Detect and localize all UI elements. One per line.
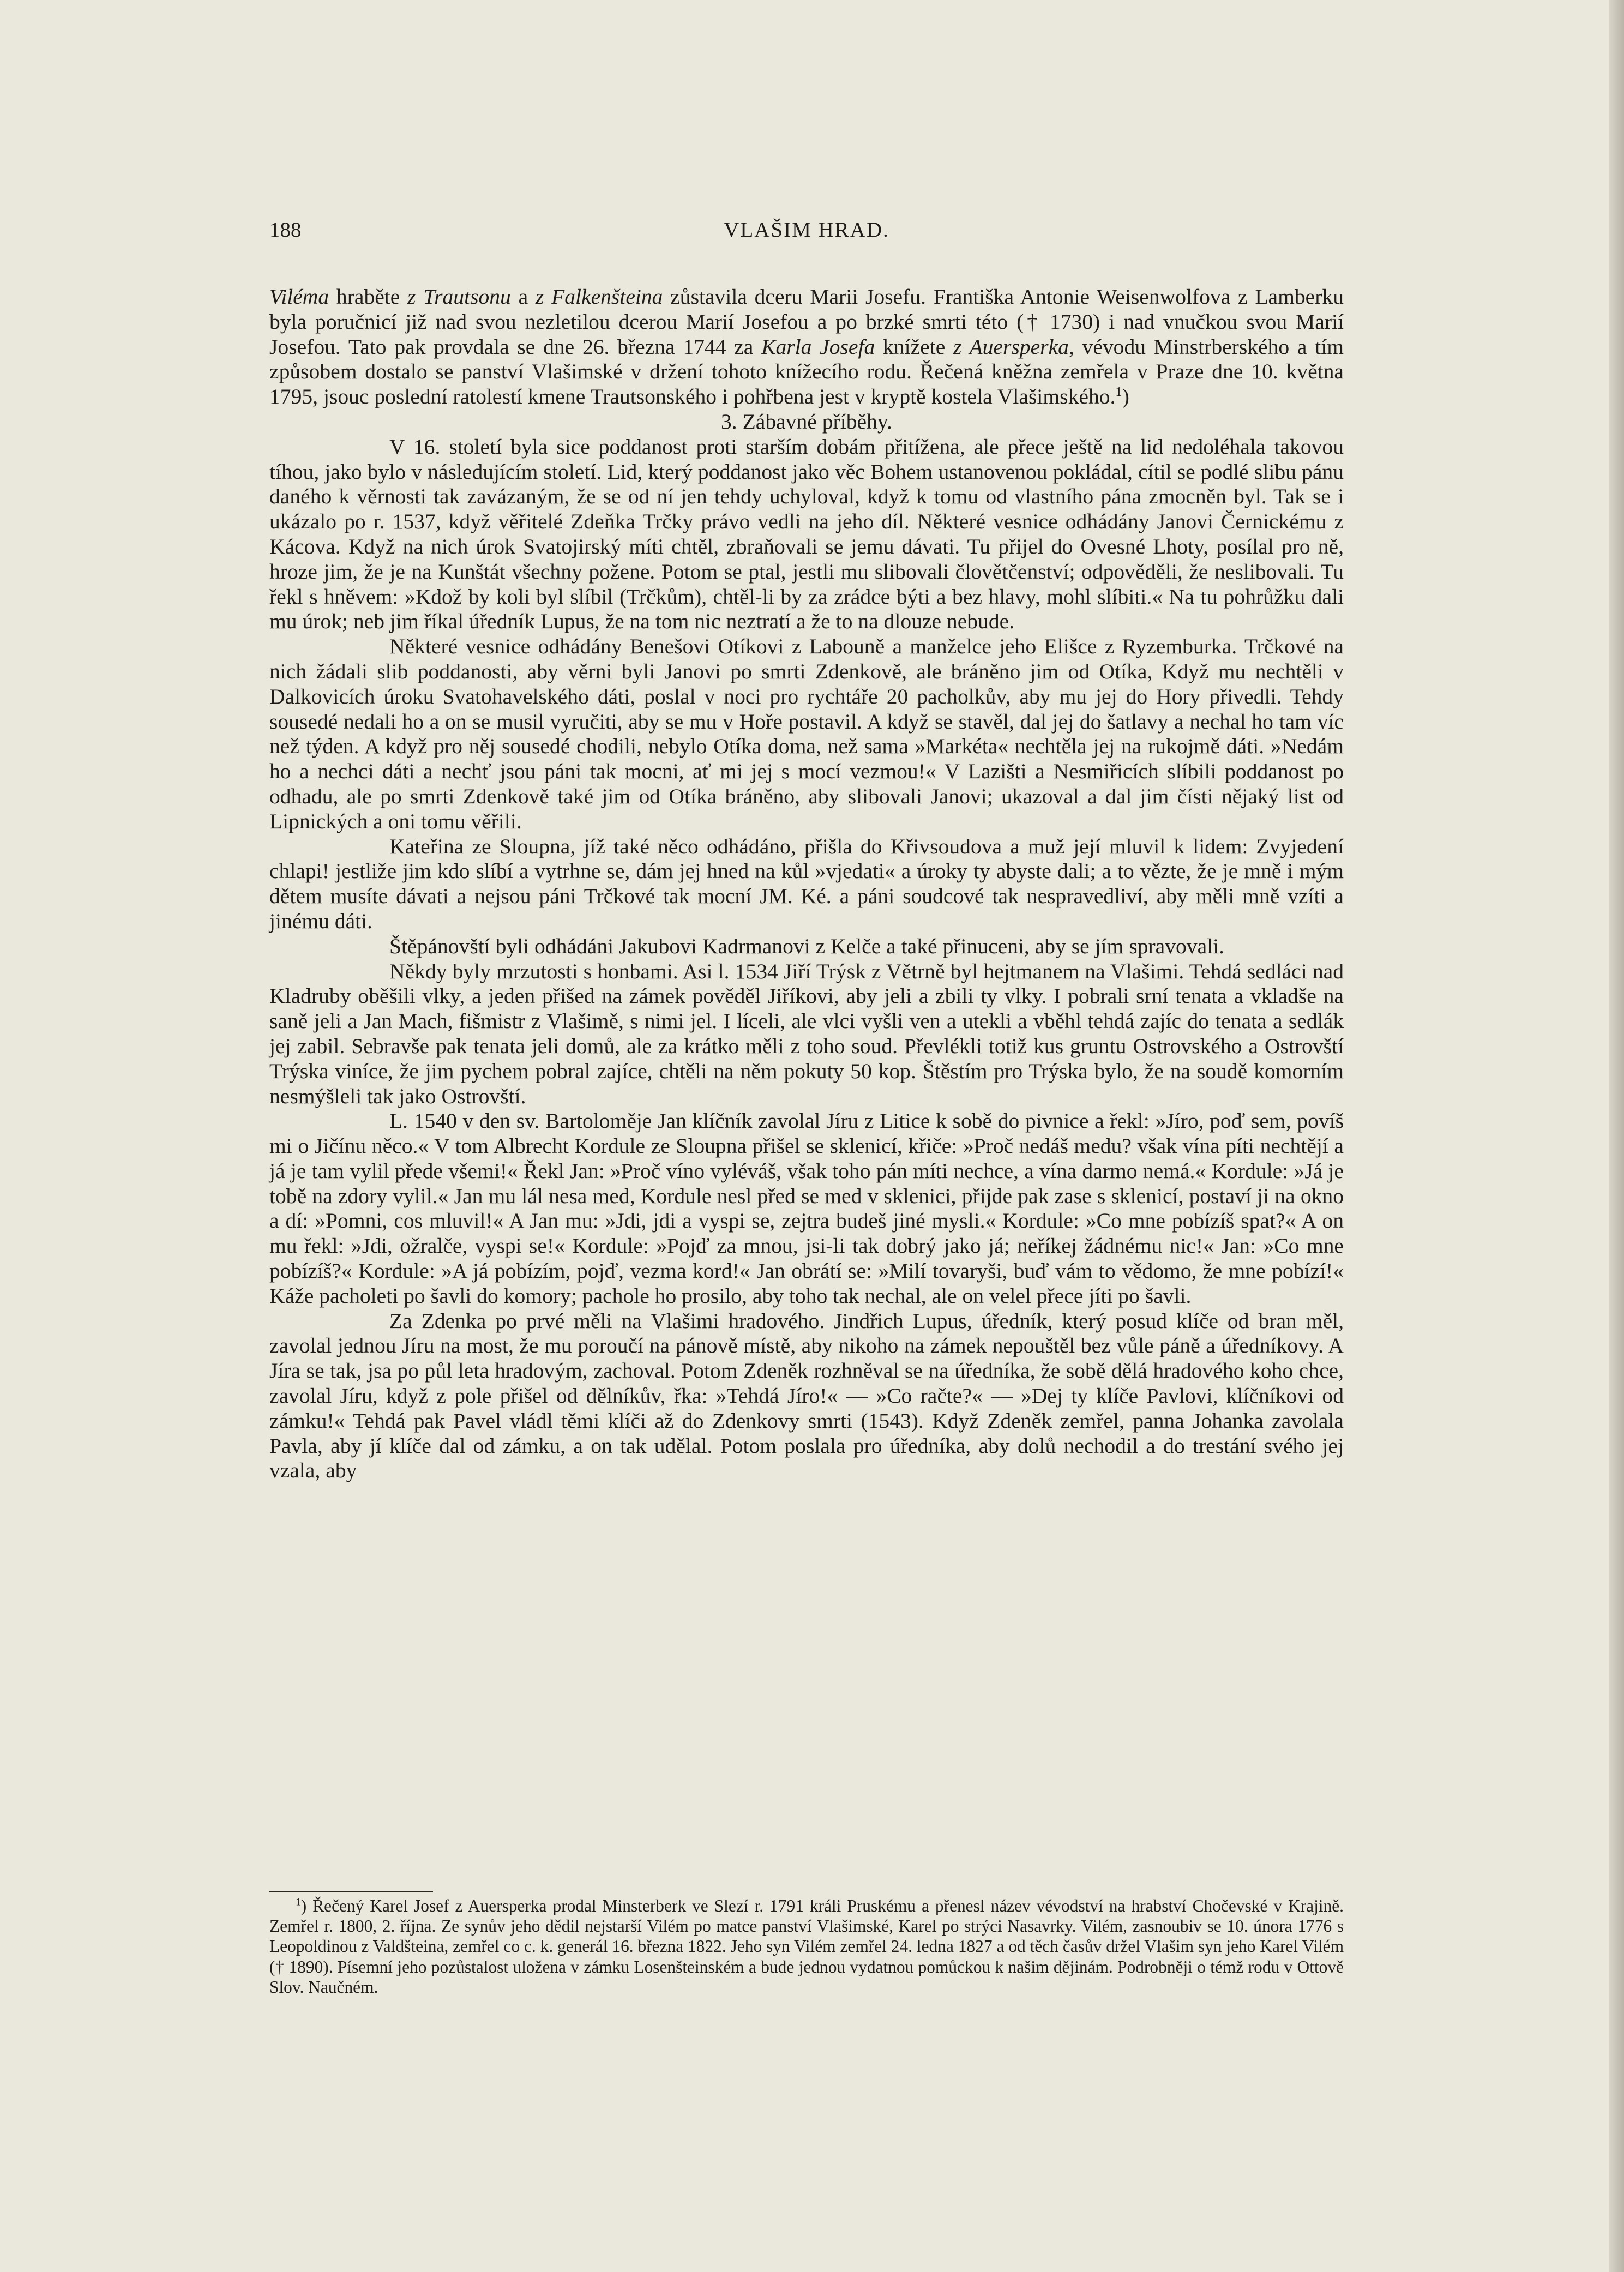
paragraph-1 xyxy=(269,285,1344,410)
footnote-text: ) Řečený Karel Josef z Auersperka prodal Minsterberk ve Slezí r. 1791 králi Pruskému a přenesl název vévodství na hrabství Chočevské v Krajině. Zemřel r. 1800, 2. října. Ze synův jeho dědil nejstarší Vilém po matce panství Vlašimské, Karel po strýci Nasavrky. Vilém, zasnoubiv se 10. února 1776 s Leopoldinou z Valdšteina, zemřel co c. k. generál 16. března 1822. Jeho syn Vilém zemřel 24. ledna 1827 a od těch časův držel Vlašim syn jeho Karel Vilém († 1890). Písemní jeho pozůstalost uložena v zámku Losenšteinském a bude jednou vydatnou pomůckou k našim dějinám. Podrobněji o témž rodu v Ottově Slov. Naučném. xyxy=(269,1896,1344,1997)
footnote xyxy=(269,1896,1344,1997)
running-title: VLAŠIM HRAD. xyxy=(724,218,889,242)
name-italic: z Trautsonu xyxy=(407,285,511,309)
paragraph-5: Štěpánovští byli odhádáni Jakubovi Kadrmanovi z Kelče a také přinuceni, aby se jím spravovali. xyxy=(389,934,1225,958)
footnote-marker: 1 xyxy=(296,1896,301,1908)
paragraph-3: Některé vesnice odhádány Benešovi Otíkovi z Labouně a manželce jeho Elišce z Ryzemburka. Trčkové na nich žádali slib poddanosti, aby věrni byli Janovi po smrti Zdenkově, ale bráněno jim od Otíka, Když mu nechtěli v Dalkovicích úroku Svatohavelského dáti, poslal v noci pro rychtáře 20 pacholkův, aby mu jej do Hory přivedli. Tehdy sousedé nedali ho a on se musil vyručiti, aby se mu v Hoře postavil. A když se stavěl, dal jej do šatlavy a nechal ho tam víc než týden. A když pro něj sousedé chodili, nebylo Otíka doma, než sama »Markéta« nechtěla jej na rukojmě dáti. »Nedám ho a nechci dáti a nechť jsou páni tak mocni, ať mi jej s mocí vezmou!« V Lazišti a Nesmiřicích slíbili poddanost po odhadu, ale po smrti Zdenkově také jim od Otíka bráněno, aby slibovali Janovi; ukazoval a dal jim čísti nějaký list od Lipnických a oni tomu věřili. xyxy=(269,634,1344,833)
main-text xyxy=(269,285,1344,1483)
paragraph-7: L. 1540 v den sv. Bartoloměje Jan klíčník zavolal Jíru z Litice k sobě do pivnice a řekl: »Jíro, poď sem, povíš mi o Jičínu něco.« V tom Albrecht Kordule ze Sloupna přišel se sklenicí, křiče: »Proč nedáš medu? však vína píti nechtějí a já je tam vylil přede všemi!« Řekl Jan: »Proč víno vyléváš, však toho pán míti nechce, a vína darmo nemá.« Kordule: »Já je tobě na zdory vylil.« Jan mu lál nesa med, Kordule nesl před se med v sklenici, přijde pak zase s sklenicí, postaví ji na okno a dí: »Pomni, cos mluvil!« A Jan mu: »Jdi, jdi a vyspi se, zejtra budeš jiné mysli.« Kordule: »Co mne pobízíš spat?« A on mu řekl: »Jdi, ožralče, vyspi se!« Kordule: »Pojď za mnou, jsi-li tak dobrý jako já; neříkej žádnému nic!« Jan: »Co mne pobízíš?« Kordule: »A já pobízím, pojď, vezma kord!« Jan obrátí se: »Milí tovaryši, buď vám to vědomo, že mne pobízí!« Káže pacholeti po šavli do komory; pachole ho prosilo, aby toho tak nechal, ale on velel přece jíti po šavli. xyxy=(269,1109,1344,1308)
page-edge-shadow xyxy=(1609,0,1624,2272)
paragraph-2: V 16. století byla sice poddanost proti starším dobám přitížena, ale přece ještě na lid nedoléhala takovou tíhou, jako bylo v následujícím století. Lid, který poddanost jako věc Bohem ustanovenou pokládal, cítil se podlé slibu pánu daného k věrnosti tak zavázaným, že se od ní jen tehdy uchyloval, když k tomu od vlastního pána zmocněn byl. Tak se i ukázalo po r. 1537, když věřitelé Zdeňka Trčky právo vedli na jeho díl. Některé vesnice odhádány Janovi Černickému z Kácova. Když na nich úrok Svatojirský míti chtěl, zbraňovali se jemu dávati. Tu přijel do Ovesné Lhoty, posílal pro ně, hroze jim, že je na Kunštát všechny požene. Potom se ptal, jestli mu slibovali človětčenství; odpověděli, že neslibovali. Tu řekl s hněvem: »Kdož by koli byl slíbil (Trčkům), chtěl-li by za zrádce býti a bez hlavy, mohl slíbiti.« Na tu pohrůžku dali mu úrok; neb jim říkal úředník Lupus, že na tom nic neztratí a že to na dlouze nebude. xyxy=(269,434,1344,634)
text-run: knížete xyxy=(875,334,954,359)
name-italic: z Falkenšteina xyxy=(535,285,663,309)
page-header xyxy=(269,214,1344,252)
section-heading: 3. Zábavné příběhy. xyxy=(721,409,892,434)
text-run: , vévodu Minstrberského a tím způsobem dostalo se panství Vlašimské v držení tohoto knížecího rodu. Řečená kněžna zemřela v Praze dne 10. května 1795, jsouc poslední ratolestí kmene Trautsonského i pohřbena jest v kryptě kostela Vlašimského. xyxy=(269,334,1344,409)
page-number: 188 xyxy=(269,218,302,242)
text-run: ) xyxy=(1122,384,1129,409)
text-run: a xyxy=(510,285,536,309)
text-run: zůstavila dceru Marii Josefu. Františka Antonie Weisenwolfova z Lamberku byla poručnicí již nad svou nezletilou dcerou Marií Josefou a po brzké smrti této († 1730) i nad vnučkou svou Marií Josefou. Tato pak provdala se dne 26. března 1744 za xyxy=(269,285,1344,359)
paragraph-6: Někdy byly mrzutosti s honbami. Asi l. 1534 Jiří Trýsk z Větrně byl hejtmanem na Vlašimi. Tehdá sedláci nad Kladruby oběšili vlky, a jeden přišed na zámek pověděl Jiříkovi, aby jeli a zbili ty vlky. I pobrali srní tenata a vkladše na saně jeli a Jan Mach, fišmistr z Vlašimě, s nimi jel. I líceli, ale vlci vyšli ven a utekli a vběhl tehdá zajíc do tenata a sedlák jej zabil. Sebravše pak tenata jeli domů, ale za krátko měli z toho soud. Převlékli totiž kus gruntu Ostrovského a Ostrovští Trýska viníce, že jim pychem pobral zajíce, chtěli na něm pokuty 50 kop. Štěstím pro Trýska bylo, že na soudě komorním nesmýšleli tak jako Ostrovští. xyxy=(269,959,1344,1108)
paragraph-8: Za Zdenka po prvé měli na Vlašimi hradového. Jindřich Lupus, úředník, který posud klíče od bran měl, zavolal jednou Jíru na most, že mu poroučí na pánově místě, aby nikoho na zámek nepouštěl bez vůle páně a úředníkovy. A Jíra se tak, jsa po půl leta hradovým, zachoval. Potom Zdeněk rozhněval se na úředníka, že sobě dělá hradového koho chce, zavolal Jíru, když z pole přišel od dělníkův, řka: »Tehdá Jíro!« — »Co račte?« — »Dej ty klíče Pavlovi, klíčníkovi od zámku!« Tehdá pak Pavel vládl těmi klíči až do Zdenkovy smrti (1543). Když Zdeněk zemřel, panna Johanka zavolala Pavla, aby jí klíče dal od zámku, a on tak udělal. Potom poslala pro úředníka, aby dolů nechodil a do trestání svého jej vzala, aby xyxy=(269,1308,1344,1483)
text-run: hraběte xyxy=(329,285,408,309)
name-italic: z Auersperka xyxy=(953,334,1069,359)
name-italic: Karla Josefa xyxy=(761,334,875,359)
footnote-reference[interactable]: 1 xyxy=(1115,384,1122,399)
footnote-paragraph xyxy=(269,1896,1344,1997)
paragraph-4: Kateřina ze Sloupna, jíž také něco odhádáno, přišla do Křivsoudova a muž její mluvil k lidem: Zvyjedení chlapi! jestliže jim kdo slíbí a vytrhne se, dám jej hned na kůl »vjedati« a úroky ty abyste dali; a to vězte, že je mně i mým dětem musíte dávati a nejsou páni Trčkové tak mocní JM. Ké. a páni soudcové tak nespravedliví, aby měli mně vzíti a jinému dáti. xyxy=(269,834,1344,933)
footnote-rule xyxy=(269,1891,433,1892)
name-italic: Viléma xyxy=(269,285,329,309)
